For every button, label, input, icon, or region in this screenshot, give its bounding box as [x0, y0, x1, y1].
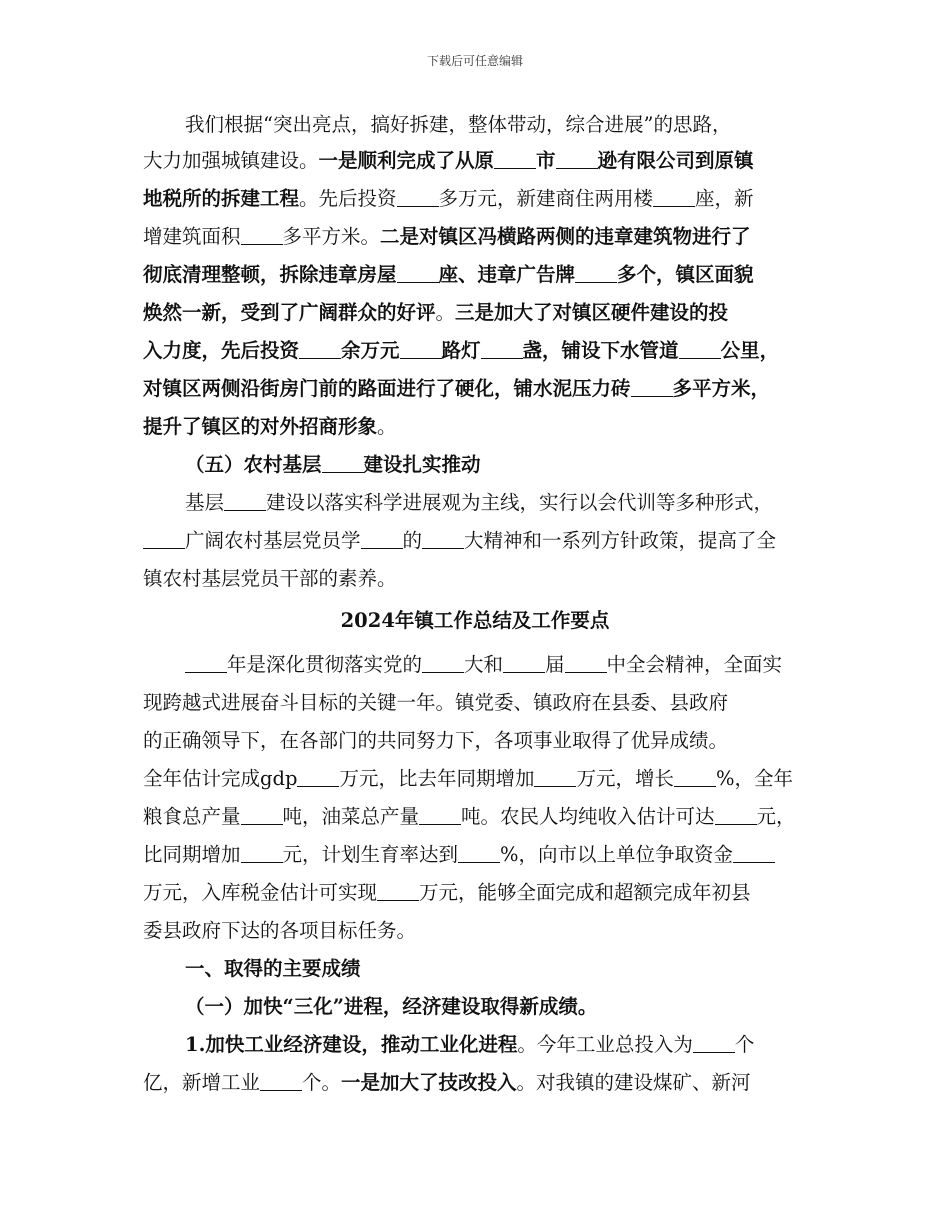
text-line	[0, 300, 950, 326]
body-text: 万元，能够全面完成和超额完成年初县	[419, 881, 751, 904]
body-text: 镇农村基层党员干部的素养。	[143, 567, 397, 590]
body-text: 。先后投资	[299, 187, 397, 210]
fill-in-blank	[458, 844, 500, 863]
body-text: 个。	[302, 1071, 342, 1094]
fill-in-blank	[241, 844, 283, 863]
body-text: 元，	[756, 805, 796, 828]
body-text: 我们根据“突出亮点，搞好拆建，整体带动，综合进展”的思路，	[185, 113, 732, 136]
fill-in-blank	[143, 530, 185, 549]
body-text: 年是深化贯彻落实党的	[227, 653, 423, 676]
body-text: 基层	[185, 491, 225, 514]
fill-in-blank	[575, 264, 617, 283]
bold-text: 逊有限公司到原镇	[597, 149, 754, 172]
bold-text: （五）农村基层	[185, 453, 322, 476]
bold-text: 路灯	[441, 339, 481, 362]
bold-text: 三是加大了对镇区硬件建设的投	[455, 301, 729, 324]
fill-in-blank	[653, 188, 695, 207]
text-line	[0, 414, 950, 440]
body-text: 的	[402, 529, 423, 552]
text-line	[0, 994, 950, 1020]
body-text: 大力加强城镇建设。	[143, 149, 319, 172]
fill-in-blank	[534, 768, 576, 787]
body-text: 。今年工业总投入为	[517, 1033, 693, 1056]
bold-text: 一是加大了技改投入	[341, 1071, 517, 1094]
fill-in-blank	[422, 530, 464, 549]
body-text: 增建筑面积	[143, 225, 241, 248]
text-line	[0, 224, 950, 250]
fill-in-blank	[224, 492, 266, 511]
bold-text: 市	[536, 149, 556, 172]
body-text: 多平方米。	[282, 225, 381, 248]
fill-in-blank	[241, 806, 283, 825]
bold-text: 多平方米，	[672, 377, 771, 400]
body-text: 粮食总产量	[143, 805, 241, 828]
fill-in-blank	[299, 340, 341, 359]
fill-in-blank	[715, 806, 757, 825]
body-text: 个	[734, 1033, 755, 1056]
fill-in-blank	[260, 1072, 302, 1091]
fill-in-blank	[397, 188, 439, 207]
text-line	[0, 728, 950, 754]
body-text: 的正确领导下，在各部门的共同努力下，各项事业取得了优异成绩。	[143, 729, 729, 752]
body-text: 万元，入库税金估计可实现	[143, 881, 378, 904]
body-text: 委县政府下达的各项目标任务。	[143, 919, 417, 942]
fill-in-blank	[733, 844, 775, 863]
fill-in-blank	[297, 768, 339, 787]
body-text: 全年估计完成gdp	[143, 767, 298, 790]
body-text: 比同期增加	[143, 843, 241, 866]
fill-in-blank	[565, 654, 607, 673]
text-line	[0, 842, 950, 868]
text-line	[0, 528, 950, 554]
bold-text: 提升了镇区的对外招商形象	[143, 415, 378, 438]
body-text: 广阔农村基层党员学	[185, 529, 361, 552]
body-text: 亿，新增工业	[143, 1071, 261, 1094]
body-text: %，全年	[715, 767, 794, 790]
fill-in-blank	[422, 654, 464, 673]
fill-in-blank	[679, 340, 721, 359]
fill-in-blank	[397, 264, 439, 283]
bold-text: 1.加快工业经济建设，推动工业化进程	[185, 1033, 518, 1056]
text-line	[0, 766, 950, 792]
fill-in-blank	[556, 150, 598, 169]
fill-in-blank	[400, 340, 442, 359]
fill-in-blank	[185, 654, 227, 673]
text-line	[0, 918, 950, 944]
document-title	[0, 608, 950, 634]
fill-in-blank	[631, 378, 673, 397]
text-line	[0, 148, 950, 174]
fill-in-blank	[693, 1034, 735, 1053]
bold-text: 入力度，先后投资	[143, 339, 300, 362]
bold-text: 对镇区两侧沿街房门前的路面进行了硬化，铺水泥压力砖	[143, 377, 631, 400]
text-line	[0, 376, 950, 402]
text-line	[0, 880, 950, 906]
body-text: %，向市以上单位争取资金	[500, 843, 734, 866]
body-text: 中全会精神，全面实	[606, 653, 783, 676]
text-line	[0, 186, 950, 212]
text-line	[0, 1070, 950, 1096]
bold-text: 一是顺利完成了从原	[318, 149, 495, 172]
body-text: 多万元，新建商住两用楼	[438, 187, 654, 210]
text-line	[0, 652, 950, 678]
text-line	[0, 804, 950, 830]
fill-in-blank	[361, 530, 403, 549]
bold-text: 2024年镇工作总结及工作要点	[340, 609, 610, 632]
bold-text: 盏，铺设下水管道	[522, 339, 679, 362]
body-text: 届	[545, 653, 565, 676]
bold-text: 余万元	[341, 339, 400, 362]
fill-in-blank	[481, 340, 523, 359]
bold-text: （一）加快“三化”进程，经济建设取得新成绩。	[185, 995, 598, 1018]
body-text: 大和	[464, 653, 504, 676]
bold-text: 公里，	[720, 339, 780, 362]
body-text: 建设以落实科学进展观为主线，实行以会代训等多种形式，	[266, 491, 774, 514]
body-text: 。	[377, 415, 397, 438]
body-text: 大精神和一系列方针政策，提高了全	[464, 529, 777, 552]
page-header: 下载后可任意编辑	[426, 54, 523, 68]
body-text: 座，新	[695, 187, 754, 210]
fill-in-blank	[322, 454, 364, 473]
bold-text: 二是对镇区冯横路两侧的违章建筑物进行了	[380, 225, 751, 248]
bold-text: 多个，镇区面貌	[617, 263, 754, 286]
body-text: 。	[435, 301, 456, 324]
bold-text: 座、违章广告牌	[438, 263, 576, 286]
fill-in-blank	[503, 654, 545, 673]
bold-text: 地税所的拆建工程	[143, 187, 300, 210]
text-line	[0, 1032, 950, 1058]
fill-in-blank	[419, 806, 461, 825]
body-text: 万元，增长	[576, 767, 674, 790]
text-line	[0, 566, 950, 592]
fill-in-blank	[494, 150, 536, 169]
body-text: 吨。农民人均纯收入估计可达	[461, 805, 715, 828]
text-line	[0, 112, 950, 138]
text-line	[0, 452, 950, 478]
fill-in-blank	[241, 226, 283, 245]
bold-text: 焕然一新，受到了广阔群众的好评	[143, 301, 436, 324]
bold-text: 彻底清理整顿，拆除违章房屋	[143, 263, 397, 286]
text-line	[0, 690, 950, 716]
body-text: 。对我镇的建设煤矿、新河	[516, 1071, 751, 1094]
text-line	[0, 490, 950, 516]
body-text: 吨，油菜总产量	[282, 805, 420, 828]
text-line	[0, 956, 950, 982]
body-text: 元，计划生育率达到	[282, 843, 459, 866]
text-line	[0, 338, 950, 364]
bold-text: 一、取得的主要成绩	[185, 957, 361, 980]
text-line	[0, 262, 950, 288]
bold-text: 建设扎实推动	[363, 453, 481, 476]
fill-in-blank	[377, 882, 419, 901]
fill-in-blank	[674, 768, 716, 787]
body-text: 现跨越式进展奋斗目标的关键一年。镇党委、镇政府在县委、县政府	[143, 691, 729, 714]
body-text: 万元，比去年同期增加	[339, 767, 535, 790]
